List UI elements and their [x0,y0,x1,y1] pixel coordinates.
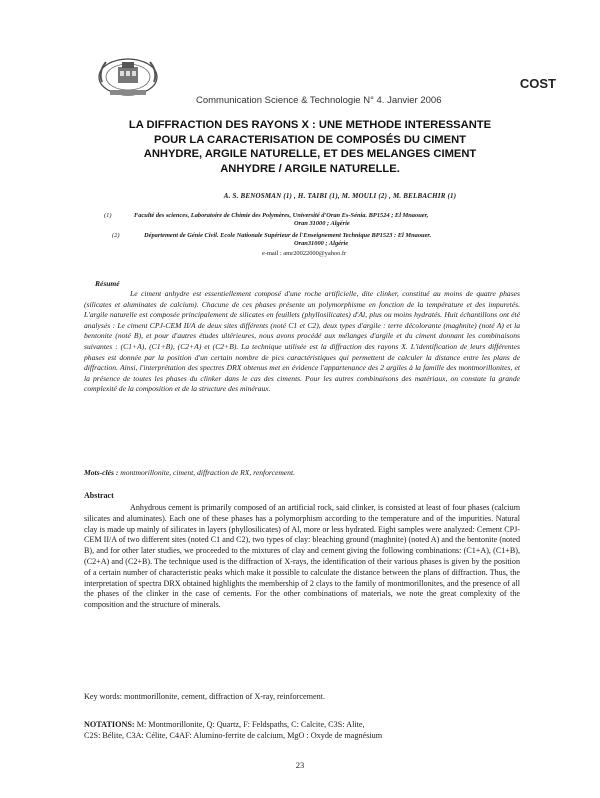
notations [84,719,524,741]
abstract-text: Anhydrous cement is primarily composed of an artificial rock, said clinker, is consisted at least of four phases (calcium silicates and aluminates). Each one of these phases has a polymorphism according to the temperature and of the impurities. Natural clay is made up mainly of silicates in layers (phyllosilicates) of Al, more or less hydrated. Eight samples were analyzed: Cement CPJ-CEM II/A of two different sites (noted C1 and C2), two types of clay: bleaching ground (maghnite) (noted A) and the bentonite (noted B), and for other later studies, we proceeded to the mixtures of clay and cement giving the following combinations: (C1+A), (C1+B), (C2+A) and (C2+B). The technique used is the diffraction of X-rays, the identification of their various phases is given by the position of a certain number of characteristic peaks which make it possible to calculate the distance between the plans of diffraction. Thus, the interpretation of spectra DRX obtained highlights the membership of 2 clays to the family of montmorillonites, and the presence of all the phases of the clinker in the case of cements. For the other combinations of materials, we note the great complexity of the composition and the structure of minerals. [84,503,520,610]
cost-label: COST [519,76,556,91]
contact-email: e-mail : amr20022000@yahoo.fr [262,250,347,257]
key-words [84,692,325,701]
author-list: A. S. BENOSMAN (1) , H. TAIBI (1), M. MOULI (2) , M. BELBACHIR (1) [223,192,457,200]
affiliation-line: Oran 31000 ; Algérie [294,220,350,228]
affiliation-line: Faculté des sciences, Laboratoire de Chimie des Polymères, Université d'Oran Es-Sénia. BP1524 ; El Mnaouer, [134,212,429,219]
notations-line-1 [84,719,524,730]
affiliation-number: (2) [112,232,120,239]
journal-header: Communication Science & Technologie N° 4. Janvier 2006 [196,95,442,106]
title-line: POUR LA CARACTERISATION DE COMPOSÉS DU CIMENT [153,133,466,146]
resume-heading: Résumé [95,279,120,288]
notations-text: M: Montmorillonite, Q: Quartz, F: Feldspaths, C: Calcite, C3S: Alite, [134,720,365,729]
mots-cles [84,468,295,477]
key-words-label: Key words: [84,692,122,701]
affiliation-1 [134,212,534,228]
mots-cles-text: montmorillonite, ciment, diffraction de RX, renforcement. [118,468,295,477]
mots-cles-label: Mots-clés : [84,468,119,477]
title-line: ANHYDRE / ARGILE NATURELLE. [220,162,400,175]
affiliation-number: (1) [104,212,112,219]
abstract-heading: Abstract [84,491,114,500]
affiliation-line: Oran31000 ; Algérie [294,240,349,248]
resume-text: Le ciment anhydre est essentiellement composé d'une roche artificielle, dite clinker, constitué au moins de quatre phases (silicates et aluminates de calcium). Chacune de ces phases présente un polymorphisme en fonction de la température et des impuretés. L'argile naturelle est composée principalement de silicates en feuillets (phyllosilicates) d'Al, plus ou moins hydratés. Huit échantillons ont été analysés : Le ciment CPJ-CEM II/A de deux sites différents (noté C1 et C2), deux types d'argile : terre décolorante (maghnite) (noté A) et la bentonite (noté B), et pour d'autres études ultérieures, nous avons procédé aux mélanges d'argile et du ciment donnant les combinaisons suivantes : (C1+A), (C1+B), (C2+A) et (C2+B). La technique utilisée est la diffraction des rayons X. L'identification de leurs différentes phases est donnée par la position d'un certain nombre de pics caractéristiques qui permettent de calculer la distance entre les plans de diffraction. Ainsi, l'interprétation des spectres DRX obtenus met en évidence l'appartenance des 2 argiles à la famille des montmorillonites, et la présence de toutes les phases du clinker dans le cas des ciments. Pour les autres combinaisons des matériaux, on constate la grande complexité de la composition et de la structure des minéraux. [84,289,520,394]
page-number: 23 [295,760,305,770]
title-line: ANHYDRE, ARGILE NATURELLE, ET DES MELANGES CIMENT [143,148,477,160]
affiliation-line: Département de Génie Civil. Ecole Nationale Supérieur de l'Enseignement Technique BP1523 : El Mnaouer. [144,232,432,239]
notations-line-2: C2S: Bélite, C3A: Célite, C4AF: Alumino-ferrite de calcium, MgO : Oxyde de magnésium [84,731,383,740]
affiliation-2 [144,232,544,248]
university-seal-logo [96,52,160,98]
title-line: LA DIFFRACTION DES RAYONS X : UNE METHODE INTERESSANTE [128,119,492,131]
notations-label: NOTATIONS: [84,720,135,729]
key-words-text: montmorillonite, cement, diffraction of X-ray, reinforcement. [121,692,326,701]
paper-title [100,118,520,176]
